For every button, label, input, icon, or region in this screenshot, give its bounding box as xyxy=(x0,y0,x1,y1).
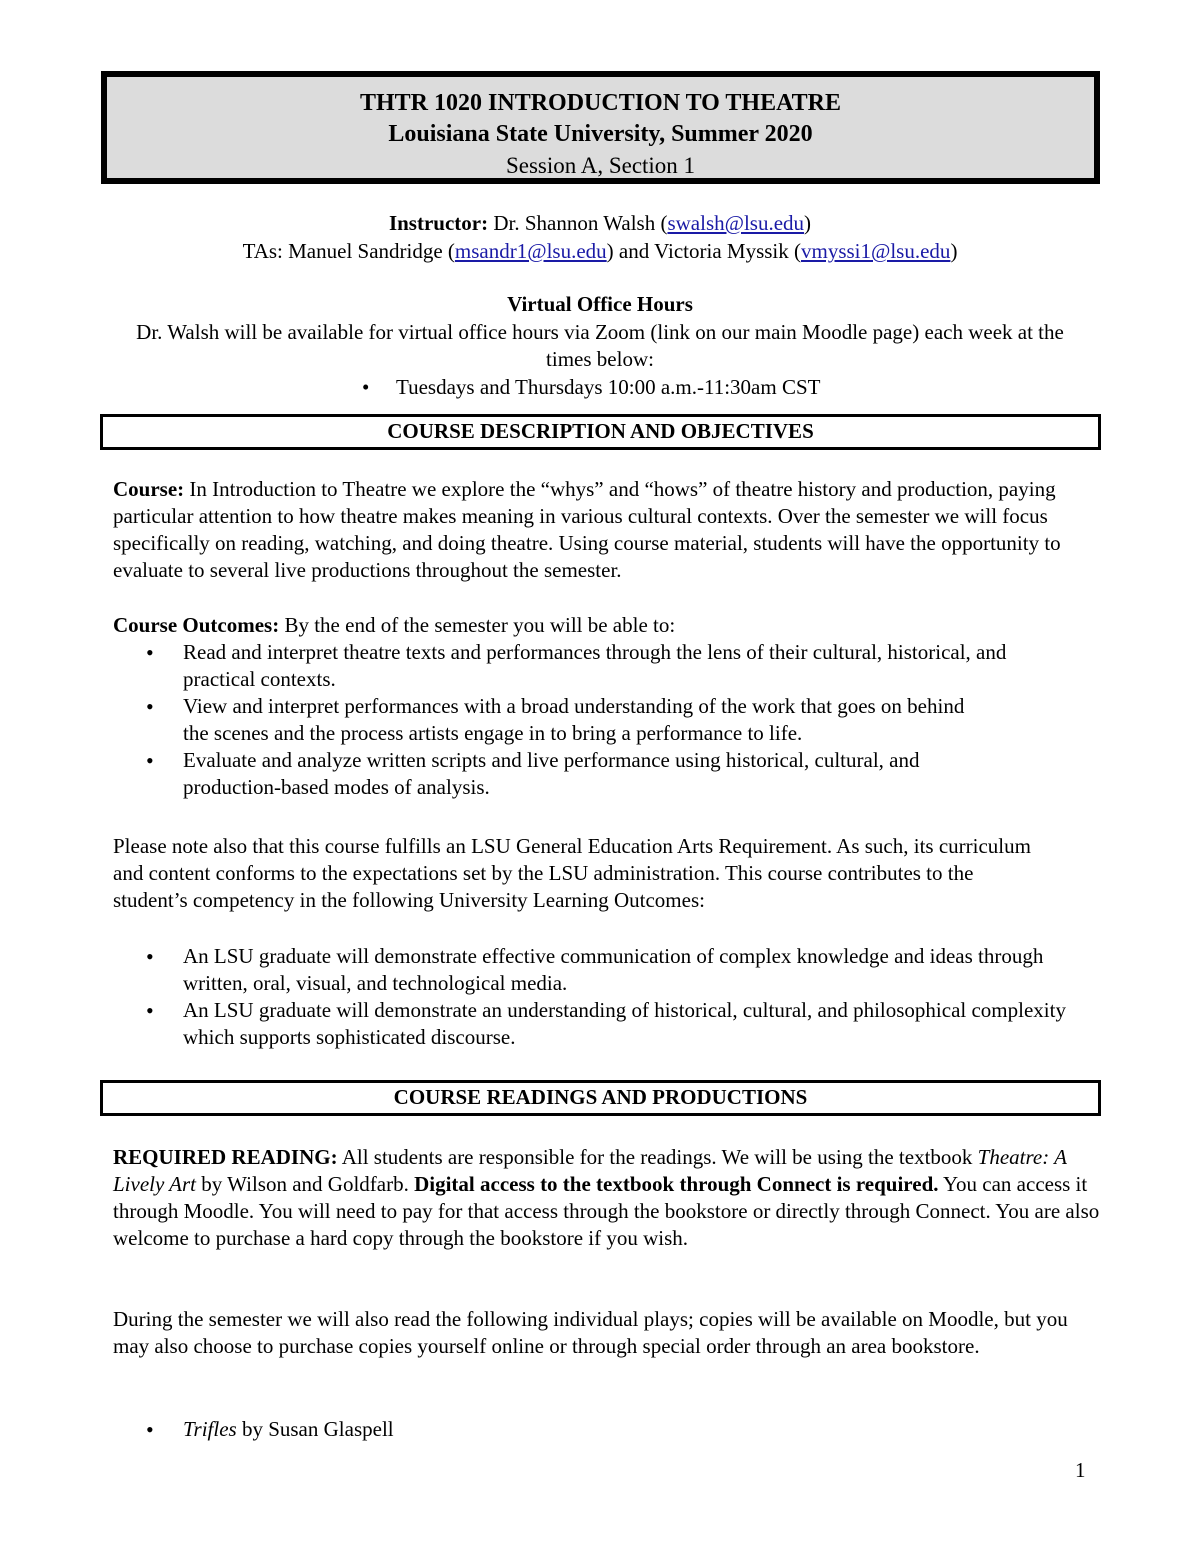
instructor-close: ) xyxy=(804,211,812,235)
course-description xyxy=(113,476,1123,584)
instructor-label: Instructor: xyxy=(388,211,489,235)
plays-bullets xyxy=(113,1416,1113,1443)
instructor-email-link[interactable]: swalsh@lsu.edu xyxy=(667,211,805,235)
office-hours-times: Tuesdays and Thursdays 10:00 a.m.-11:30am CST xyxy=(396,375,821,399)
gen-ed-note: Please note also that this course fulfills an LSU General Education Arts Requirement. As such, its curriculum and content conforms to the expectations set by the LSU administration. This course contributes to the student’s competency in the following University Learning Outcomes: xyxy=(113,834,1031,912)
tas-line xyxy=(0,237,1200,265)
required-reading xyxy=(113,1144,1103,1252)
plays-list xyxy=(113,1416,1113,1443)
course-label: Course: xyxy=(113,477,185,501)
plays-intro: During the semester we will also read the following individual plays; copies will be available on Moodle, but you may also choose to purchase copies yourself online or through special order through an area bookstore. xyxy=(113,1307,1068,1358)
learning-outcomes xyxy=(113,943,1113,1051)
required-reading-label: REQUIRED READING: xyxy=(113,1145,338,1169)
list-item: • An LSU graduate will demonstrate an understanding of historical, cultural, and philosophical complexity which supports sophisticated discourse. xyxy=(113,997,1113,1051)
section-heading-readings: COURSE READINGS AND PRODUCTIONS xyxy=(100,1080,1101,1116)
ta2-email-link[interactable]: vmyssi1@lsu.edu xyxy=(801,239,951,263)
outcomes-label: Course Outcomes: xyxy=(113,613,280,637)
list-item: • Read and interpret theatre texts and performances through the lens of their cultural, historical, and practical contexts. xyxy=(113,639,1043,693)
tas-prefix: TAs: Manuel Sandridge ( xyxy=(242,239,455,263)
list-item: • Evaluate and analyze written scripts and live performance using historical, cultural, and production-based modes of analysis. xyxy=(113,747,1043,801)
course-text: In Introduction to Theatre we explore the “whys” and “hows” of theatre history and production, paying particular attention to how theatre makes meaning in various cultural contexts. Over the semester we will focus specifically on reading, watching, and doing theatre. Using course material, students will have the opportunity to evaluate to several live productions throughout the semester. xyxy=(113,477,1061,582)
university-term: Louisiana State University, Summer 2020 xyxy=(388,121,813,147)
required-reading-text-1: All students are responsible for the readings. We will be using the textbook xyxy=(337,1145,978,1169)
required-reading-text-3: You can access it through Moodle. You will need to pay for that access through the bookstore or directly through Connect. You are also welcome to purchase a hard copy through the bookstore if you wish. xyxy=(113,1172,1100,1250)
page-number: 1 xyxy=(1075,1458,1086,1482)
textbook-title: Theatre: A Lively Art xyxy=(113,1145,1067,1196)
tas-mid: ) and Victoria Myssik ( xyxy=(606,239,801,263)
office-hours-heading: Virtual Office Hours xyxy=(507,292,693,316)
session-section: Session A, Section 1 xyxy=(505,153,696,178)
course-title-box xyxy=(101,71,1100,184)
course-title: THTR 1020 INTRODUCTION TO THEATRE xyxy=(360,90,841,116)
outcomes-intro: By the end of the semester you will be able to: xyxy=(279,613,676,637)
digital-access-note: Digital access to the textbook through Connect is required. xyxy=(414,1172,939,1196)
list-item xyxy=(113,1416,1113,1443)
office-hours-text-2: times below: xyxy=(546,347,654,371)
required-reading-text-2: by Wilson and Goldfarb. xyxy=(196,1172,415,1196)
instructor-name: Dr. Shannon Walsh ( xyxy=(488,211,668,235)
outcomes-list xyxy=(113,639,1043,801)
ulo-list xyxy=(113,943,1113,1051)
ta1-email-link[interactable]: msandr1@lsu.edu xyxy=(454,239,607,263)
bullet-icon: • xyxy=(362,375,370,399)
tas-close: ) xyxy=(950,239,958,263)
play-title: Trifles xyxy=(183,1417,237,1441)
course-outcomes xyxy=(113,612,1113,801)
list-item: • View and interpret performances with a broad understanding of the work that goes on behind the scenes and the process artists engage in to bring a performance to life. xyxy=(113,693,1043,747)
play-author: by Susan Glaspell xyxy=(236,1417,394,1441)
instructor-line xyxy=(0,209,1200,237)
office-hours-text-1: Dr. Walsh will be available for virtual office hours via Zoom (link on our main Moodle page) each week at the xyxy=(136,320,1064,344)
list-item: • An LSU graduate will demonstrate effective communication of complex knowledge and ideas through written, oral, visual, and technological media. xyxy=(113,943,1113,997)
section-heading-description: COURSE DESCRIPTION AND OBJECTIVES xyxy=(100,414,1101,450)
